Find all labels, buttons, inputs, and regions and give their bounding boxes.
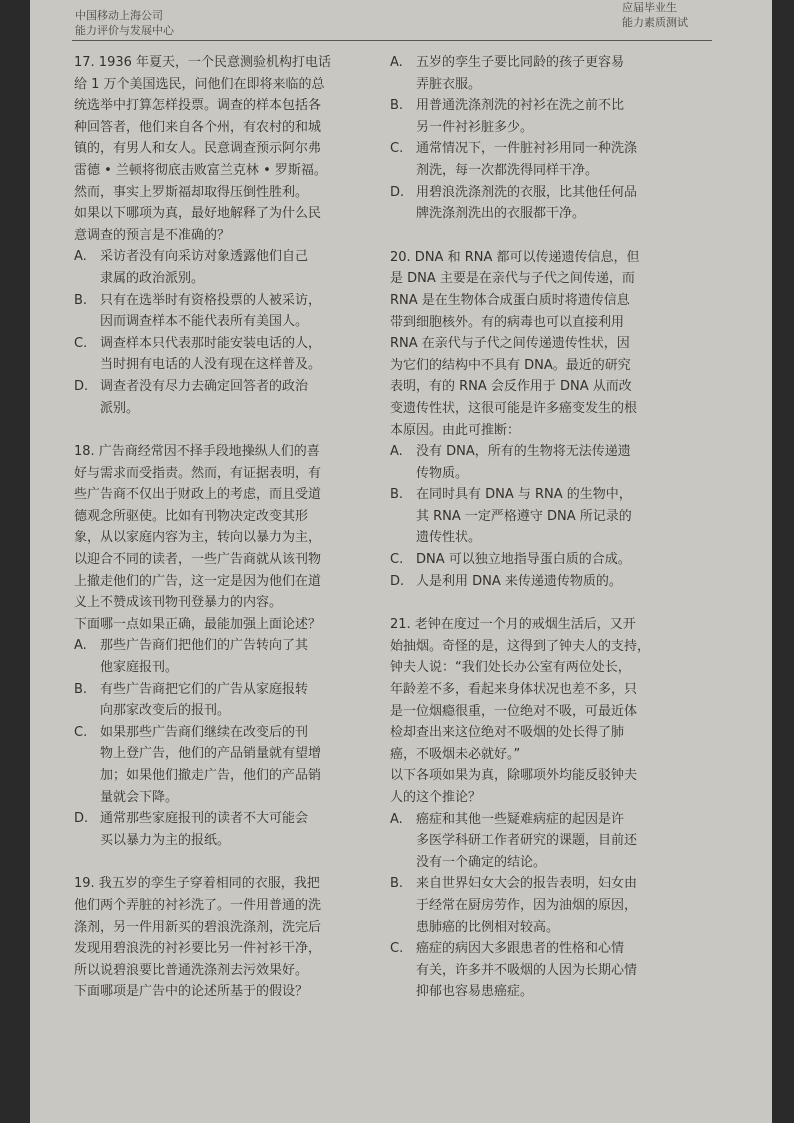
question-stem-line: 表明，有的 RNA 会反作用于 DNA 从而改 <box>390 379 632 395</box>
option-text-line: 采访者没有向采访对象透露他们自己 <box>100 249 309 265</box>
option-text <box>416 95 735 138</box>
option-text <box>416 441 735 484</box>
option-label: D. <box>390 573 405 589</box>
question-stem-line: 始抽烟。奇怪的是，这得到了钟夫人的支持， <box>390 638 651 654</box>
question-stem-line: 癌，不吸烟未必就好。” <box>390 746 521 762</box>
option-label: C. <box>74 724 88 740</box>
question-block <box>74 441 389 851</box>
option-text-line: 多医学科研工作者研究的课题，目前还 <box>416 833 638 849</box>
header-right-line2: 能力素质测试 <box>622 16 688 29</box>
question-stem-line: 发现用碧浪洗的衬衫要比另一件衬衫干净， <box>74 941 322 957</box>
header-left <box>75 8 174 38</box>
option-text-line: 癌症的病因大多跟患者的性格和心情 <box>416 941 625 957</box>
header-org-line1: 中国移动上海公司 <box>75 9 163 22</box>
answer-option <box>74 722 389 808</box>
option-text-line: 在同时具有 DNA 与 RNA 的生物中， <box>416 487 632 503</box>
question-stem-line: 带到细胞核外。有的病毒也可以直接利用 <box>390 314 625 330</box>
option-text <box>100 333 389 376</box>
question-stem-line: 是 DNA 主要是在亲代与子代之间传递，而 <box>390 271 635 287</box>
question-block <box>390 52 735 225</box>
option-text-line: 派别。 <box>100 400 140 416</box>
option-text-line: 癌症和其他一些疑难病症的起因是许 <box>416 811 625 827</box>
header-divider <box>72 40 712 41</box>
question-stem-line: 21. 老钟在度过一个月的戒烟生活后，又开 <box>390 617 636 633</box>
question-stem-line: 年龄差不多，看起来身体状况也差不多，只 <box>390 682 638 698</box>
option-label: D. <box>390 184 405 200</box>
question-stem-line: 18. 广告商经常因不择手段地操纵人们的喜 <box>74 444 320 460</box>
option-text-line: 如果那些广告商们继续在改变后的刊 <box>100 724 309 740</box>
question-stem-line: 镇的，有男人和女人。民意调查预示阿尔弗 <box>74 141 322 157</box>
answer-option <box>390 182 735 225</box>
option-label: A. <box>390 444 403 460</box>
question-spacer <box>74 419 389 441</box>
option-label: A. <box>390 811 403 827</box>
question-stem-line: 雷德 • 兰顿将彻底击败富兰克林 • 罗斯福。 <box>74 162 327 178</box>
option-label: B. <box>390 98 404 114</box>
answer-option <box>390 484 735 549</box>
question-stem-line: 所以说碧浪要比普通洗涤剂去污效果好。 <box>74 962 309 978</box>
answer-option <box>74 635 389 678</box>
option-text-line: 传物质。 <box>416 465 469 481</box>
option-text-line: 没有 DNA，所有的生物将无法传递遗 <box>416 444 631 460</box>
option-label: A. <box>74 638 87 654</box>
option-text-line: 物上登广告，他们的产品销量就有望增 <box>100 746 322 762</box>
question-stem-line: 给 1 万个美国选民，问他们在即将来临的总 <box>74 76 325 92</box>
option-text-line: 只有在选举时有资格投票的人被采访， <box>100 292 322 308</box>
option-text-line: 牌洗涤剂洗出的衣服都干净。 <box>416 206 586 222</box>
option-text <box>416 938 735 1003</box>
question-stem-line: 意调查的预言是不准确的？ <box>74 227 231 243</box>
option-text-line: 其 RNA 一定严格遵守 DNA 所记录的 <box>416 508 632 524</box>
question-block <box>390 614 735 1003</box>
question-stem-line: RNA 在亲代与子代之间传递遗传性状，因 <box>390 336 630 352</box>
answer-option <box>390 95 735 138</box>
option-text-line: 他家庭报刊。 <box>100 660 179 676</box>
question-stem-line: 20. DNA 和 RNA 都可以传递遗传信息，但 <box>390 249 640 265</box>
question-stem-line: 德观念所驱使。比如有刊物决定改变其形 <box>74 508 309 524</box>
question-spacer <box>390 225 735 247</box>
option-text-line: 通常那些家庭报刊的读者不大可能会 <box>100 811 309 827</box>
option-text-line: 向那家改变后的报刊。 <box>100 703 231 719</box>
question-block <box>390 247 735 593</box>
option-text-line: 遗传性状。 <box>416 530 482 546</box>
option-text-line: 抑郁也容易患癌症。 <box>416 984 534 1000</box>
question-spacer <box>74 851 389 873</box>
option-label: B. <box>74 681 88 697</box>
answer-option <box>390 873 735 938</box>
option-label: C. <box>74 335 88 351</box>
option-text-line: 当时拥有电话的人没有现在这样普及。 <box>100 357 322 373</box>
question-stem-line: 19. 我五岁的孪生子穿着相同的衣服，我把 <box>74 876 320 892</box>
option-text <box>100 246 389 289</box>
question-stem-line: 如果以下哪项为真，最好地解释了为什么民 <box>74 206 322 222</box>
option-text <box>100 290 389 333</box>
option-text-line: 调查者没有尽力去确定回答者的政治 <box>100 378 309 394</box>
option-label: D. <box>74 378 89 394</box>
option-label: B. <box>390 487 404 503</box>
answer-option <box>74 290 389 333</box>
question-stem-line: 人的这个推论？ <box>390 790 482 805</box>
question-stem-line: 义上不赞成该刊物刊登暴力的内容。 <box>74 595 283 611</box>
answer-option <box>390 809 735 874</box>
question-stem-line: 变遗传性状，这很可能是许多癌变发生的根 <box>390 400 638 416</box>
question-stem-line: 好与需求而受指责。然而，有证据表明，有 <box>74 465 322 481</box>
question-stem-line: 为它们的结构中不具有 DNA。最近的研究 <box>390 357 631 373</box>
option-text <box>100 376 389 419</box>
option-text-line: 五岁的孪生子要比同龄的孩子更容易 <box>416 55 625 70</box>
answer-option <box>390 138 735 181</box>
option-text-line: 于经常在厨房劳作，因为油烟的原因， <box>416 897 638 913</box>
option-text-line: 有关，许多并不吸烟的人因为长期心情 <box>416 962 638 978</box>
option-text-line: 因而调查样本不能代表所有美国人。 <box>100 314 309 330</box>
answer-option <box>390 52 735 95</box>
option-text-line: 加；如果他们撤走广告，他们的产品销 <box>100 768 322 783</box>
option-label: A. <box>390 55 403 70</box>
question-stem-line: 以下各项如果为真，除哪项外均能反驳钟夫 <box>390 768 638 784</box>
option-text <box>100 679 389 722</box>
question-stem-line: 上撤走他们的广告，这一定是因为他们在道 <box>74 573 322 589</box>
question-stem-line: 钟夫人说：“我们处长办公室有两位处长， <box>390 660 631 676</box>
option-text-line: 隶属的政治派别。 <box>100 270 205 286</box>
option-text <box>416 571 735 593</box>
option-text-line: 用碧浪洗涤剂洗的衣服，比其他任何品 <box>416 184 638 200</box>
header-right <box>622 0 688 30</box>
option-text-line: DNA 可以独立地指导蛋白质的合成。 <box>416 552 631 568</box>
option-text <box>416 809 735 874</box>
option-text <box>100 635 389 678</box>
answer-option <box>74 246 389 289</box>
option-text-line: 有些广告商把它们的广告从家庭报转 <box>100 681 309 697</box>
question-stem-line: 检却查出来这位绝对不吸烟的处长得了肺 <box>390 725 625 741</box>
question-stem-line: 统选举中打算怎样投票。调查的样本包括各 <box>74 98 322 114</box>
header-org-line2: 能力评价与发展中心 <box>75 24 174 37</box>
answer-option <box>390 571 735 593</box>
option-label: B. <box>390 876 404 892</box>
option-label: D. <box>74 811 89 827</box>
question-stem-line: RNA 是在生物体合成蛋白质时将遗传信息 <box>390 292 630 308</box>
option-text <box>416 873 735 938</box>
answer-option <box>390 441 735 484</box>
option-text-line: 没有一个确定的结论。 <box>416 854 547 870</box>
question-block <box>74 52 389 419</box>
option-text-line: 另一件衬衫脏多少。 <box>416 119 534 135</box>
answer-option <box>74 679 389 722</box>
question-stem-line: 涤剂，另一件用新买的碧浪洗涤剂，洗完后 <box>74 919 322 935</box>
answer-option <box>390 938 735 1003</box>
option-label: C. <box>390 141 404 157</box>
option-text-line: 剂洗，每一次都洗得同样干净。 <box>416 162 599 178</box>
option-text <box>416 138 735 181</box>
question-stem-line: 他们两个弄脏的衬衫洗了。一件用普通的洗 <box>74 897 322 913</box>
option-text <box>416 182 735 225</box>
question-stem-line: 象，从以家庭内容为主，转向以暴力为主， <box>74 530 322 546</box>
option-label: C. <box>390 552 404 568</box>
option-text <box>100 808 389 851</box>
option-text-line: 通常情况下，一件脏衬衫用同一种洗涤 <box>416 141 638 157</box>
left-column <box>74 52 389 1003</box>
question-stem-line: 下面哪一点如果正确，最能加强上面论述？ <box>74 616 322 632</box>
option-text <box>416 484 735 549</box>
question-spacer <box>390 592 735 614</box>
answer-option <box>74 376 389 419</box>
option-label: C. <box>390 941 404 957</box>
answer-option <box>390 549 735 571</box>
question-stem-line: 下面哪项是广告中的论述所基于的假设？ <box>74 984 309 1000</box>
right-column <box>390 52 735 1003</box>
option-text-line: 买以暴力为主的报纸。 <box>100 832 231 848</box>
option-label: A. <box>74 249 87 265</box>
option-text-line: 量就会下降。 <box>100 789 179 805</box>
answer-option <box>74 808 389 851</box>
question-stem-line: 然而，事实上罗斯福却取得压倒性胜利。 <box>74 184 309 200</box>
option-text <box>416 52 735 95</box>
option-text <box>100 722 389 808</box>
answer-option <box>74 333 389 376</box>
option-text-line: 用普通洗涤剂洗的衬衫在洗之前不比 <box>416 98 625 114</box>
question-stem-line: 些广告商不仅出于财政上的考虑，而且受道 <box>74 487 322 503</box>
option-text-line: 患肺癌的比例相对较高。 <box>416 919 560 935</box>
option-text-line: 那些广告商们把他们的广告转向了其 <box>100 638 309 654</box>
option-text-line: 人是利用 DNA 来传递遗传物质的。 <box>416 573 622 589</box>
scanned-page <box>30 0 772 1123</box>
option-label: B. <box>74 292 88 308</box>
option-text-line: 调查样本只代表那时能安装电话的人， <box>100 335 322 351</box>
option-text <box>416 549 735 571</box>
question-stem-line: 是一位烟瘾很重，一位绝对不吸，可最近体 <box>390 703 638 719</box>
question-block <box>74 873 389 1003</box>
header-right-line1: 应届毕业生 <box>622 1 677 14</box>
question-stem-line: 17. 1936 年夏天，一个民意测验机构打电话 <box>74 55 332 70</box>
option-text-line: 弄脏衣服。 <box>416 76 482 92</box>
question-stem-line: 本原因。由此可推断： <box>390 422 521 438</box>
option-text-line: 来自世界妇女大会的报告表明，妇女由 <box>416 876 638 892</box>
question-stem-line: 种回答者，他们来自各个州，有农村的和城 <box>74 119 322 135</box>
question-stem-line: 以迎合不同的读者，一些广告商就从该刊物 <box>74 552 322 568</box>
